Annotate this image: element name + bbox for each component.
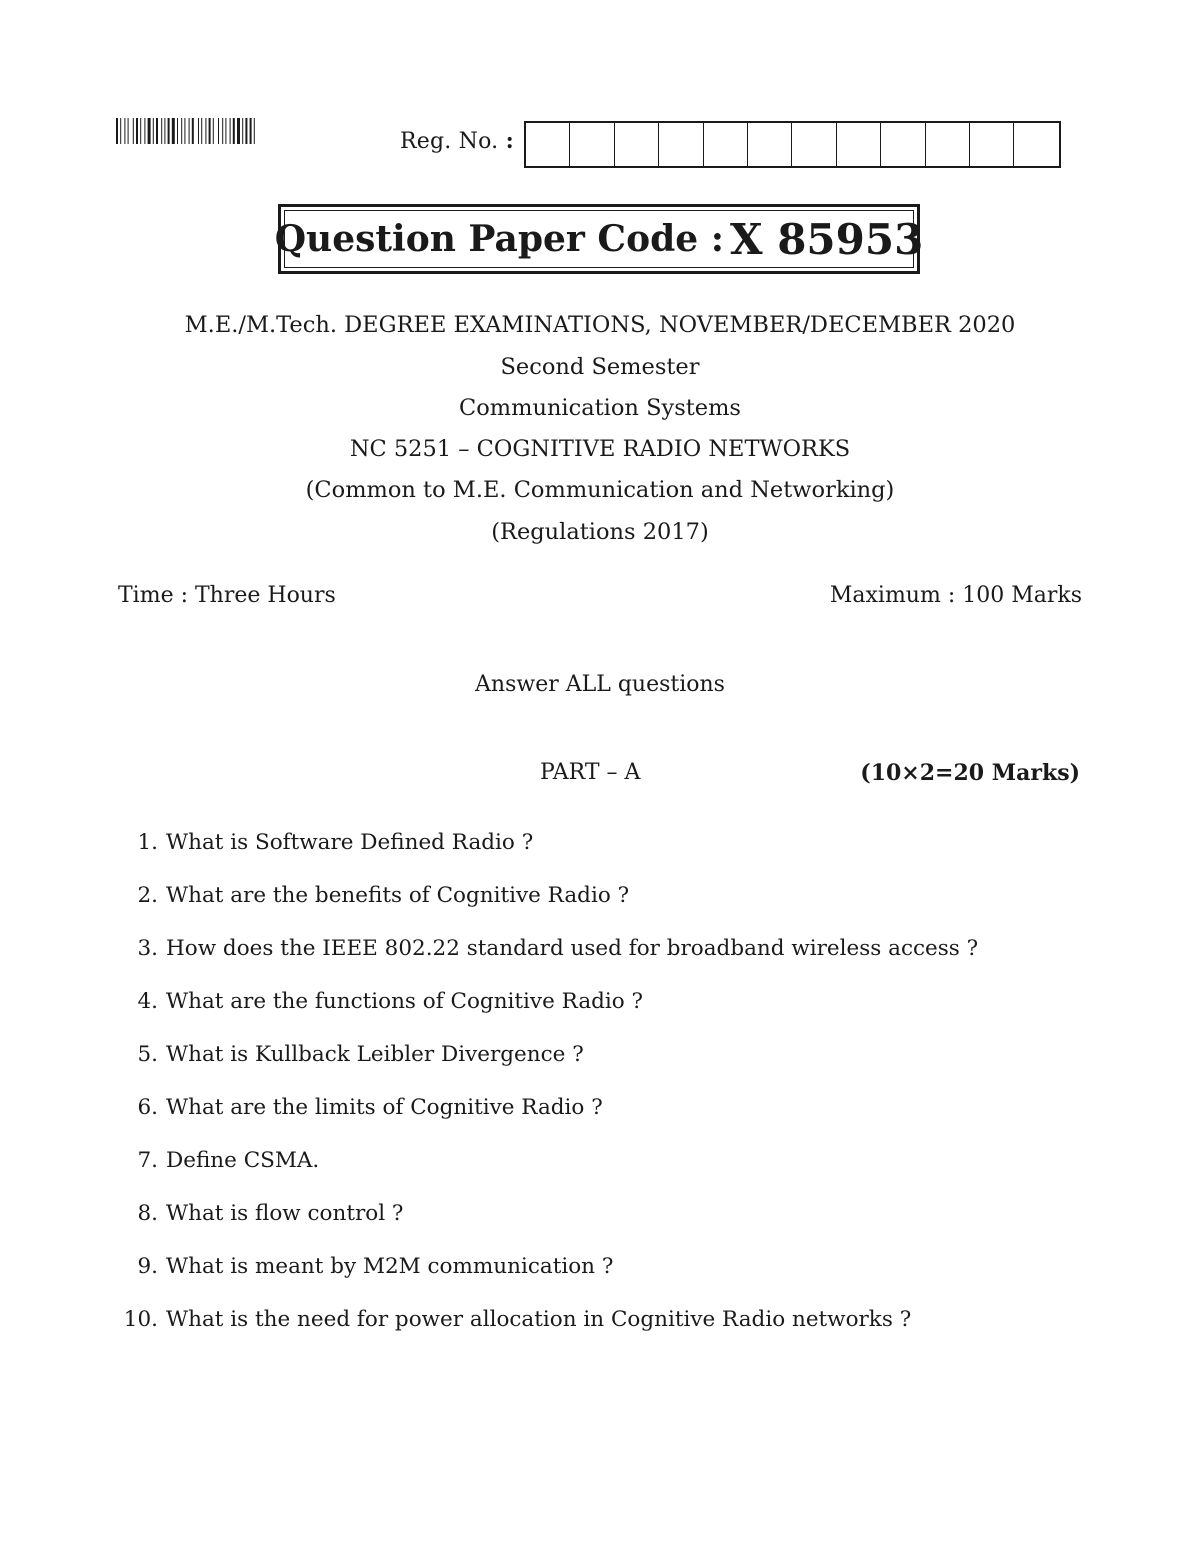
barcode-bar: [116, 118, 118, 144]
reg-no-label: [400, 128, 514, 154]
barcode-bar: [164, 118, 165, 144]
question-number: 9.: [137, 1254, 158, 1279]
question-item: [116, 1095, 603, 1120]
question-number: 7.: [137, 1148, 158, 1173]
question-number: 1.: [137, 830, 158, 855]
part-a-marks: (10×2=20 Marks): [860, 760, 1080, 786]
question-text: What are the benefits of Cognitive Radio ?: [166, 883, 630, 908]
reg-no-digit-box[interactable]: [748, 123, 792, 166]
barcode-bar: [222, 118, 223, 144]
question-text: What is Software Defined Radio ?: [166, 830, 534, 855]
reg-no-digit-box[interactable]: [792, 123, 836, 166]
reg-no-colon: :: [505, 128, 514, 154]
barcode-bar: [250, 118, 252, 144]
question-text: Define CSMA.: [166, 1148, 320, 1173]
barcode-bar: [153, 118, 154, 144]
reg-no-text: Reg. No.: [400, 129, 499, 154]
exam-degree-title: M.E./M.Tech. DEGREE EXAMINATIONS, NOVEMBER/DECEMBER 2020: [184, 312, 1016, 338]
barcode-bar: [133, 118, 134, 144]
question-item: [116, 936, 978, 961]
question-item: [116, 830, 533, 855]
reg-no-digit-box[interactable]: [837, 123, 881, 166]
barcode-bar: [168, 118, 170, 144]
barcode-bar: [237, 118, 240, 144]
question-text: What are the limits of Cognitive Radio ?: [166, 1095, 603, 1120]
barcode-icon: [116, 118, 296, 144]
reg-no-digit-box[interactable]: [615, 123, 659, 166]
exam-subject: NC 5251 – COGNITIVE RADIO NETWORKS: [349, 436, 851, 462]
reg-no-digit-box[interactable]: [926, 123, 970, 166]
barcode-bar: [161, 118, 162, 144]
barcode-bar: [144, 118, 145, 144]
reg-no-digit-box[interactable]: [659, 123, 703, 166]
barcode-bar: [233, 118, 235, 144]
barcode-bar: [225, 118, 226, 144]
barcode-bar: [177, 118, 178, 144]
question-item: [116, 1201, 403, 1226]
question-text: What are the functions of Cognitive Radio ?: [166, 989, 644, 1014]
question-paper-code-box: [274, 204, 924, 274]
barcode-bar: [230, 118, 231, 144]
barcode-bar: [128, 118, 129, 144]
barcode-bar: [184, 118, 185, 144]
question-text: What is Kullback Leibler Divergence ?: [166, 1042, 584, 1067]
barcode-bar: [209, 118, 211, 144]
question-text: What is flow control ?: [166, 1201, 404, 1226]
question-number: 8.: [137, 1201, 158, 1226]
exam-branch: Communication Systems: [459, 395, 741, 421]
barcode-bar: [181, 118, 182, 144]
question-number: 4.: [137, 989, 158, 1014]
barcode-bar: [124, 118, 125, 144]
barcode-bar: [140, 118, 141, 144]
question-item: [116, 1148, 319, 1173]
question-item: [116, 883, 629, 908]
barcode-bar: [192, 118, 194, 144]
reg-no-digit-box[interactable]: [704, 123, 748, 166]
paper-code-value: X 85953: [729, 214, 924, 264]
reg-no-digit-box[interactable]: [526, 123, 570, 166]
part-a-title: PART – A: [540, 760, 641, 785]
question-item: [116, 989, 643, 1014]
question-item: [116, 1042, 584, 1067]
barcode-bar: [242, 118, 243, 144]
barcode-bar: [245, 118, 247, 144]
question-number: 6.: [137, 1095, 158, 1120]
reg-no-digit-box[interactable]: [570, 123, 614, 166]
barcode-bar: [213, 118, 214, 144]
exam-regulations: (Regulations 2017): [491, 519, 709, 545]
question-text: How does the IEEE 802.22 standard used for broadband wireless access ?: [166, 936, 979, 961]
paper-code-label: Question Paper Code :: [274, 218, 724, 260]
question-item: [116, 1307, 911, 1332]
barcode-bar: [205, 118, 206, 144]
instruction: Answer ALL questions: [475, 672, 725, 697]
barcode-bar: [120, 118, 121, 144]
barcode-bar: [136, 118, 138, 144]
barcode-bar: [148, 118, 151, 144]
reg-no-digit-box[interactable]: [970, 123, 1014, 166]
barcode-bar: [254, 118, 255, 144]
exam-common-to: (Common to M.E. Communication and Networking): [305, 477, 895, 503]
reg-no-boxes: [524, 121, 1061, 168]
exam-time: Time : Three Hours: [118, 583, 336, 608]
barcode-bar: [189, 118, 190, 144]
question-number: 10.: [123, 1307, 158, 1332]
exam-semester: Second Semester: [500, 354, 700, 380]
barcode-bar: [198, 118, 199, 144]
barcode-bar: [201, 118, 202, 144]
reg-no-digit-box[interactable]: [1014, 123, 1058, 166]
exam-max-marks: Maximum : 100 Marks: [829, 583, 1082, 608]
question-text: What is the need for power allocation in Cognitive Radio networks ?: [166, 1307, 912, 1332]
question-number: 5.: [137, 1042, 158, 1067]
reg-no-digit-box[interactable]: [881, 123, 925, 166]
barcode-bar: [172, 118, 175, 144]
question-number: 2.: [137, 883, 158, 908]
barcode-bar: [218, 118, 219, 144]
question-item: [116, 1254, 613, 1279]
question-number: 3.: [137, 936, 158, 961]
question-text: What is meant by M2M communication ?: [166, 1254, 614, 1279]
barcode-bar: [156, 118, 158, 144]
